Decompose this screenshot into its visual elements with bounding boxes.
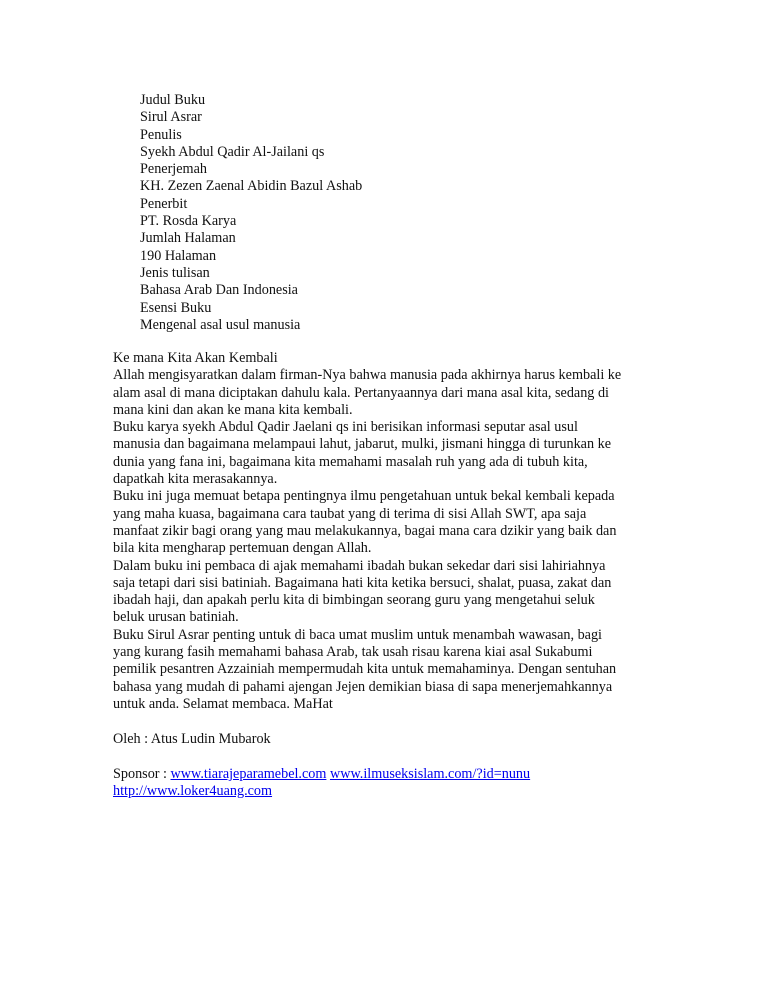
article-line: saja tetapi dari sisi batiniah. Bagaimana hati kita ketika bersuci, shalat, puasa, zakat dan <box>113 574 612 591</box>
sponsor-label: Sponsor : <box>113 766 171 782</box>
article-line: dapatkah kita merasakannya. <box>113 471 278 488</box>
article-line: manfaat zikir bagi orang yang mau melakukannya, bagai mana cara dzikir yang baik dan <box>113 522 617 539</box>
page-count-value: 190 Halaman <box>140 247 217 264</box>
article-line: untuk anda. Selamat membaca. MaHat <box>113 695 333 712</box>
article-line: manusia dan bagaimana melampaui lahut, jabarut, mulki, jismani hingga di turunkan ke <box>113 436 612 453</box>
article-line: Buku ini juga memuat betapa pentingnya ilmu pengetahuan untuk bekal kembali kepada <box>113 488 615 505</box>
article-line: Allah mengisyaratkan dalam firman-Nya bahwa manusia pada akhirnya harus kembali ke <box>113 367 622 384</box>
article-line: mana kini dan akan ke mana kita kembali. <box>113 401 353 418</box>
language-label: Jenis tulisan <box>140 264 210 281</box>
sponsor-link-tiarajeparamebel[interactable]: www.tiarajeparamebel.com <box>170 766 327 782</box>
translator-label: Penerjemah <box>140 161 207 178</box>
article-line: pemilik pesantren Azzainiah mempermudah kita untuk memahaminya. Dengan sentuhan <box>113 661 617 678</box>
essence-label: Esensi Buku <box>140 299 212 316</box>
publisher-label: Penerbit <box>140 195 188 212</box>
article-line: Buku karya syekh Abdul Qadir Jaelani qs ini berisikan informasi seputar asal usul <box>113 419 578 436</box>
book-title-label: Judul Buku <box>140 92 206 108</box>
sponsor-block <box>113 766 530 801</box>
article-line: alam asal di mana diciptakan dahulu kala. Pertanyaannya dari mana asal kita, sedang di <box>113 384 609 401</box>
article-heading: Ke mana Kita Akan Kembali <box>113 350 278 366</box>
sponsor-link-loker4uang[interactable]: http://www.loker4uang.com <box>113 783 273 800</box>
page-count-label: Jumlah Halaman <box>140 230 236 247</box>
translator-value: KH. Zezen Zaenal Abidin Bazul Ashab <box>140 178 363 195</box>
article-line: dunia yang fana ini, bagaimana kita memahami masalah ruh yang ada di tubuh kita, <box>113 453 588 470</box>
article-line: bila kita mengharap pertemuan dengan Allah. <box>113 540 372 557</box>
article-body <box>113 350 673 713</box>
publisher-value: PT. Rosda Karya <box>140 213 237 230</box>
author-byline: Oleh : Atus Ludin Mubarok <box>113 731 271 747</box>
article-line: beluk urusan batiniah. <box>113 609 239 626</box>
book-info-block <box>140 92 362 334</box>
article-line: Dalam buku ini pembaca di ajak memahami ibadah bukan sekedar dari sisi lahiriahnya <box>113 557 606 574</box>
author-label: Penulis <box>140 126 182 143</box>
language-value: Bahasa Arab Dan Indonesia <box>140 282 298 299</box>
article-line: yang maha kuasa, bagaimana cara taubat yang di terima di sisi Allah SWT, apa saja <box>113 505 587 522</box>
sponsor-link-ilmuseksislam[interactable]: www.ilmuseksislam.com/?id=nunu <box>329 766 531 782</box>
article-line: bahasa yang mudah di pahami ajengan Jejen demikian biasa di sapa menerjemahkannya <box>113 678 613 695</box>
author-value: Syekh Abdul Qadir Al-Jailani qs <box>140 143 325 160</box>
article-line: yang kurang fasih memahami bahasa Arab, tak usah risau karena kiai asal Sukabumi <box>113 644 593 661</box>
book-title-value: Sirul Asrar <box>140 109 202 126</box>
essence-value: Mengenal asal usul manusia <box>140 316 301 333</box>
article-line: Buku Sirul Asrar penting untuk di baca umat muslim untuk menambah wawasan, bagi <box>113 626 602 643</box>
article-line: ibadah haji, dan apakah perlu kita di bimbingan seorang guru yang mengetahui seluk <box>113 592 595 609</box>
